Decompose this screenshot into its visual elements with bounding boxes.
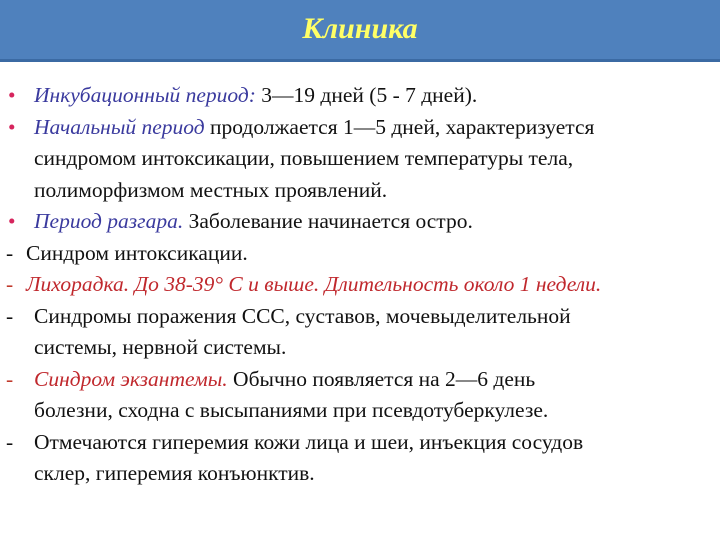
list-item-hyperemia bbox=[0, 427, 712, 490]
hyperemia-text-2: склер, гиперемия конъюнктив. bbox=[34, 461, 315, 485]
dash-marker: - bbox=[6, 366, 14, 391]
peak-period-text: Заболевание начинается остро. bbox=[183, 209, 473, 233]
hyperemia-text-1: Отмечаются гиперемия кожи лица и шеи, инъекция сосудов bbox=[34, 429, 584, 454]
intoxication-text: Синдром интоксикации. bbox=[26, 240, 248, 265]
content-list bbox=[0, 80, 712, 490]
list-item-incubation bbox=[0, 80, 712, 112]
fever-text: Лихорадка. До 38-39° С и выше. Длительность около 1 недели. bbox=[26, 272, 602, 296]
title-bar bbox=[0, 0, 720, 62]
dash-marker: - bbox=[6, 272, 14, 296]
initial-period-text-1: продолжается 1—5 дней, характеризуется bbox=[204, 114, 595, 139]
exanthema-label: Синдром экзантемы. bbox=[34, 366, 228, 391]
exanthema-text-2: болезни, сходна с высыпаниями при псевдотуберкулезе. bbox=[34, 398, 549, 422]
list-item-exanthema bbox=[0, 364, 712, 427]
dash-marker: - bbox=[6, 429, 14, 454]
syndromes-text-1: Синдромы поражения ССС, суставов, мочевыделительной bbox=[34, 303, 571, 328]
syndromes-text-2: системы, нервной системы. bbox=[34, 335, 287, 359]
list-item-initial-period bbox=[0, 112, 712, 207]
bullet-icon: • bbox=[8, 114, 16, 139]
list-item-fever bbox=[0, 269, 712, 301]
page-title: Клиника bbox=[302, 12, 418, 45]
list-item-peak-period bbox=[0, 206, 712, 238]
list-item-intoxication bbox=[0, 238, 712, 270]
dash-marker: - bbox=[6, 303, 14, 328]
peak-period-label: Период разгара. bbox=[34, 209, 184, 233]
list-item-syndromes bbox=[0, 301, 712, 364]
incubation-label: Инкубационный период: bbox=[34, 83, 256, 107]
initial-period-text-3: полиморфизмом местных проявлений. bbox=[34, 177, 388, 202]
dash-marker: - bbox=[6, 240, 14, 265]
bullet-icon: • bbox=[8, 209, 16, 233]
exanthema-text-1: Обычно появляется на 2—6 день bbox=[227, 366, 536, 391]
bullet-icon: • bbox=[8, 83, 16, 107]
initial-period-label: Начальный период bbox=[34, 114, 205, 139]
initial-period-text-2: синдромом интоксикации, повышением температуры тела, bbox=[34, 146, 574, 170]
incubation-text: 3—19 дней (5 - 7 дней). bbox=[255, 83, 478, 107]
